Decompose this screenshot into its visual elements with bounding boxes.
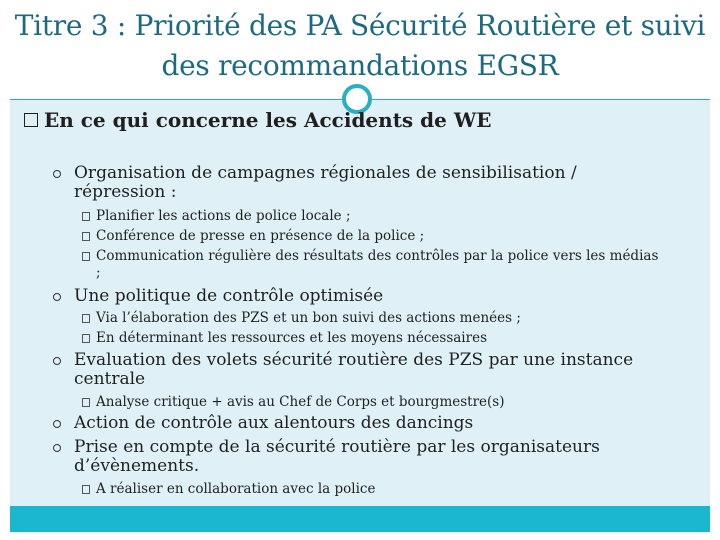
section-heading <box>24 108 492 132</box>
sub-bullet-text: Planifier les actions de police locale ; <box>96 208 351 224</box>
section-heading-text: En ce qui concerne les Accidents de WE <box>44 108 492 132</box>
bullet-item <box>56 287 646 306</box>
sub-bullet-item <box>82 481 662 498</box>
sub-bullet-item <box>82 394 662 411</box>
sub-bullet-item <box>82 248 662 282</box>
sub-bullet-item <box>82 310 662 327</box>
square-bullet-icon <box>82 212 90 221</box>
bullet-item <box>56 438 646 476</box>
bullet-text: Evaluation des volets sécurité routière des PZS par une instance centrale <box>74 350 634 389</box>
slide-title: Titre 3 : Priorité des PA Sécurité Routière et suivi des recommandations EGSR <box>14 9 706 82</box>
square-bullet-icon <box>82 485 90 494</box>
sub-bullet-text: Communication régulière des résultats des contrôles par la police vers les médias ; <box>96 248 659 281</box>
sub-bullet-item <box>82 208 662 225</box>
sub-bullet-text: En déterminant les ressources et les moyens nécessaires <box>96 330 487 346</box>
sub-bullet-text: Analyse critique + avis au Chef de Corps et bourgmestre(s) <box>96 394 505 410</box>
sub-bullet-text: Via l’élaboration des PZS et un bon suivi des actions menées ; <box>96 310 521 326</box>
checkbox-bullet-icon <box>24 113 38 127</box>
bullet-text: Prise en compte de la sécurité routière par les organisateurs d’évènements. <box>74 437 600 476</box>
square-bullet-icon <box>82 314 90 323</box>
bullet-item <box>56 351 646 389</box>
circle-bullet-icon <box>53 420 61 428</box>
bottom-bar <box>10 506 710 532</box>
circle-bullet-icon <box>53 444 61 452</box>
bullet-text: Organisation de campagnes régionales de sensibilisation / répression : <box>74 163 577 202</box>
bullet-text: Une politique de contrôle optimisée <box>74 286 384 306</box>
sub-bullet-text: Conférence de presse en présence de la police ; <box>96 228 425 244</box>
bullet-text: Action de contrôle aux alentours des dancings <box>74 413 474 433</box>
square-bullet-icon <box>82 232 90 241</box>
sub-bullet-text: A réaliser en collaboration avec la police <box>96 481 376 497</box>
circle-bullet-icon <box>53 293 61 301</box>
bullet-item <box>56 164 646 202</box>
square-bullet-icon <box>82 334 90 343</box>
circle-bullet-icon <box>53 357 61 365</box>
square-bullet-icon <box>82 398 90 407</box>
circle-bullet-icon <box>53 170 61 178</box>
sub-bullet-item <box>82 330 662 347</box>
bullet-item <box>56 414 646 433</box>
square-bullet-icon <box>82 252 90 261</box>
sub-bullet-item <box>82 228 662 245</box>
